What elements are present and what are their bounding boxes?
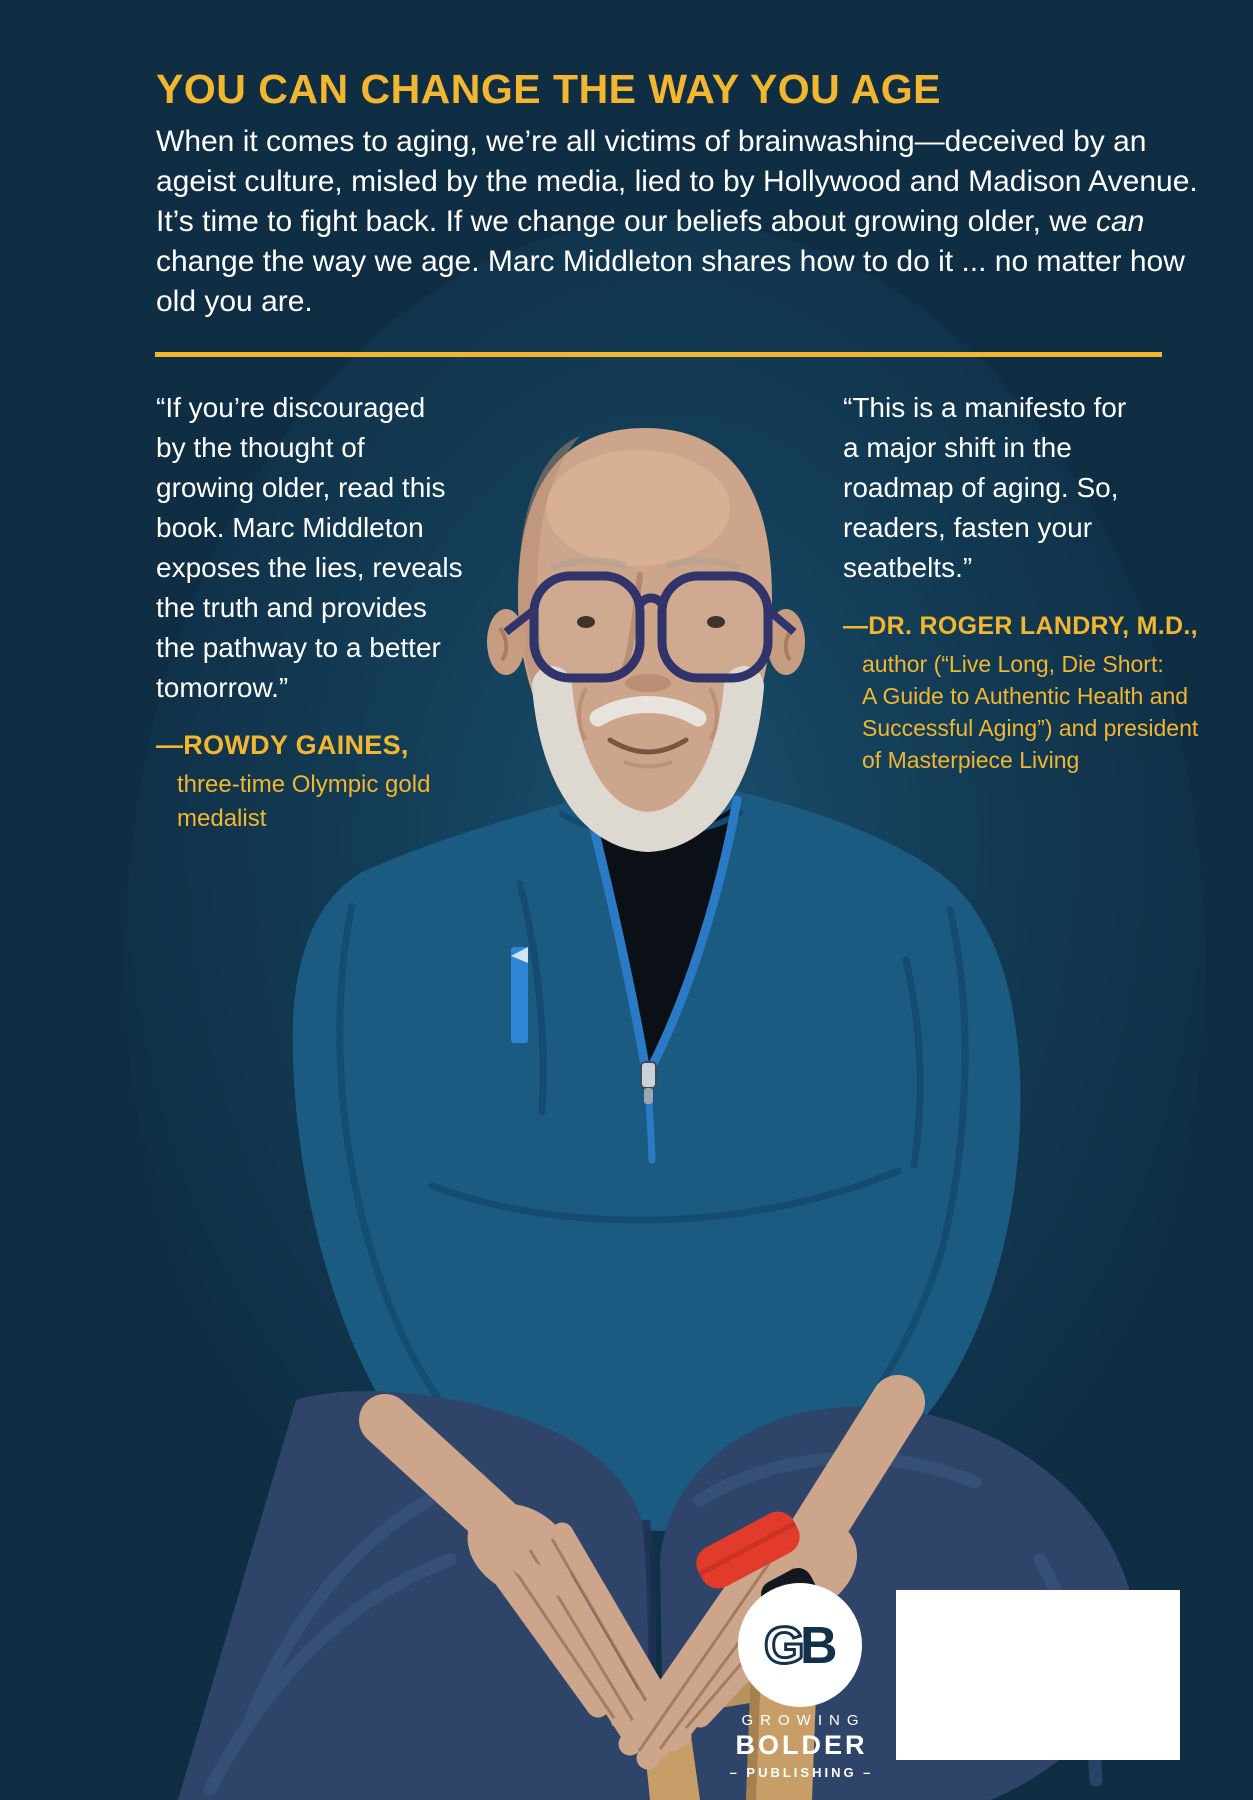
publisher-logo xyxy=(738,1583,862,1707)
quote-left-attribution: —ROWDY GAINES, xyxy=(156,730,409,760)
publisher-name-main: BOLDER xyxy=(735,1730,868,1760)
quote-line: roadmap of aging. So, xyxy=(843,472,1119,503)
quote-line: by the thought of xyxy=(156,432,365,463)
credit-line: of Masterpiece Living xyxy=(862,747,1080,773)
credit-line: three-time Olympic gold xyxy=(177,771,431,798)
quote-line: tomorrow.” xyxy=(156,672,289,703)
quote-line: the pathway to a better xyxy=(156,632,441,663)
quote-line: the truth and provides xyxy=(156,592,427,623)
quote-right xyxy=(843,388,1203,588)
quote-right-attribution: —DR. ROGER LANDRY, M.D., xyxy=(843,612,1198,640)
quote-line: exposes the lies, reveals xyxy=(156,552,463,583)
gb-monogram-icon xyxy=(738,1583,862,1707)
intro-part2: change the way we age. Marc Middleton shares how to do it ... no matter how old you are. xyxy=(156,245,1185,318)
quote-line: “If you’re discouraged xyxy=(156,392,426,423)
quote-line: a major shift in the xyxy=(843,432,1072,463)
quote-left-credit xyxy=(177,768,430,836)
intro-part1: When it comes to aging, we’re all victims of brainwashing—deceived by an ageist culture, misled by the media, lied to by Hollywood and Madison Avenue. It’s time to fight back. If we change our beliefs about growing older, we xyxy=(156,125,1198,238)
quote-right-credit xyxy=(862,648,1198,776)
quote-line: book. Marc Middleton xyxy=(156,512,424,543)
quote-line: growing older, read this xyxy=(156,472,446,503)
barcode-placeholder xyxy=(896,1590,1180,1760)
quote-left xyxy=(156,388,516,708)
credit-line: Successful Aging”) and president xyxy=(862,715,1199,741)
intro-emphasis: can xyxy=(1095,205,1145,238)
divider-rule xyxy=(155,352,1162,357)
credit-line: A Guide to Authentic Health and xyxy=(862,683,1189,709)
credit-line: medalist xyxy=(177,805,267,832)
page-title: YOU CAN CHANGE THE WAY YOU AGE xyxy=(156,66,942,112)
publisher-name-sub: – PUBLISHING – xyxy=(729,1765,874,1780)
quote-line: seatbelts.” xyxy=(843,552,973,583)
quote-line: readers, fasten your xyxy=(843,512,1093,543)
credit-line: author (“Live Long, Die Short: xyxy=(862,651,1164,677)
svg-text:B: B xyxy=(800,1617,838,1675)
quote-line: “This is a manifesto for xyxy=(843,392,1127,423)
svg-text:G: G xyxy=(764,1617,805,1675)
publisher-wordmark xyxy=(680,1712,920,1780)
intro-paragraph xyxy=(156,122,1198,322)
publisher-name-top: GROWING xyxy=(741,1712,866,1729)
zipper-pull xyxy=(641,1062,656,1088)
